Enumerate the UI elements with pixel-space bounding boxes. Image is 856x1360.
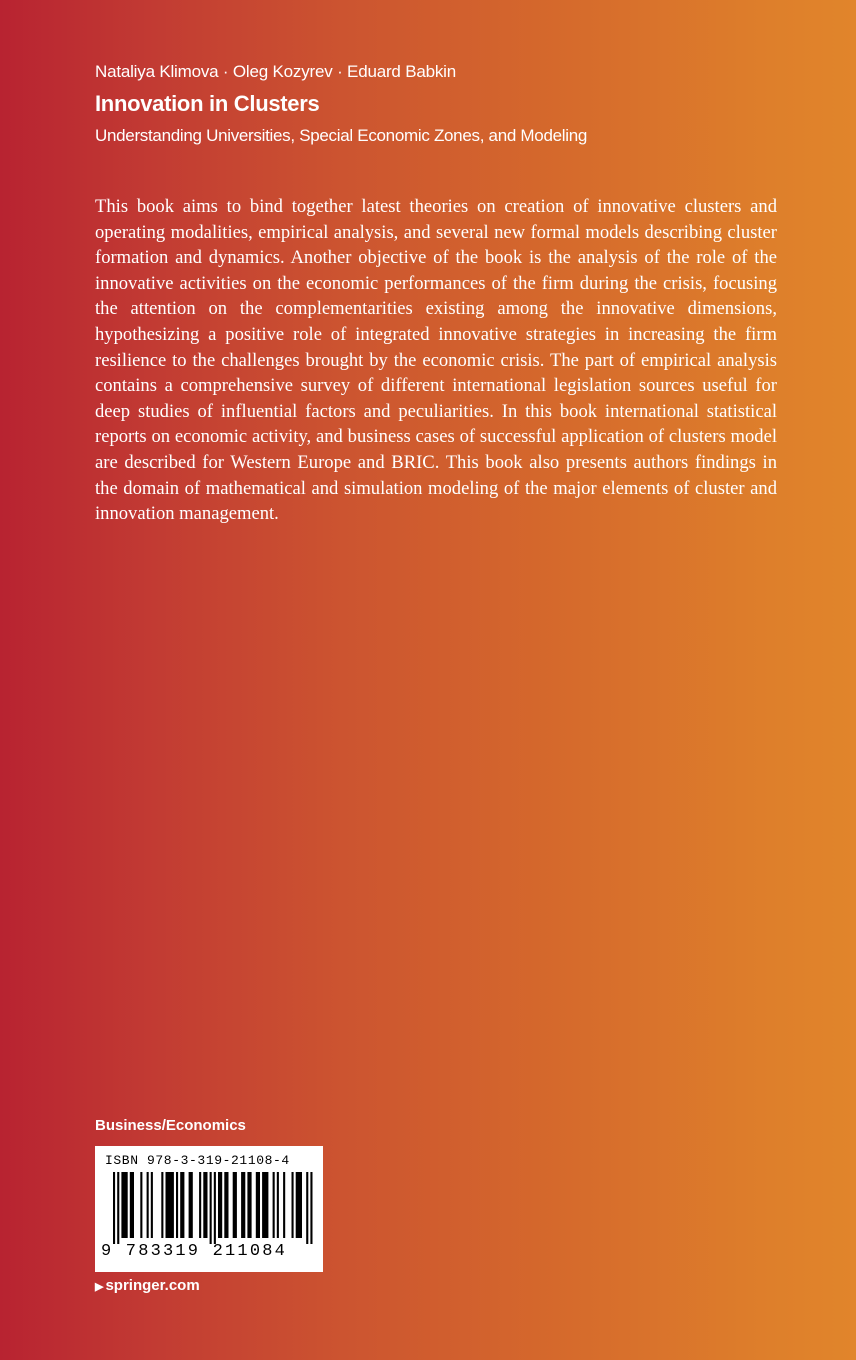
barcode-bar xyxy=(176,1172,178,1238)
barcode-bar xyxy=(310,1172,312,1244)
barcode-bar xyxy=(130,1172,134,1238)
book-title: Innovation in Clusters xyxy=(95,91,320,116)
barcode-bar xyxy=(189,1172,193,1238)
barcode-bar xyxy=(199,1172,201,1238)
authors-line: Nataliya Klimova · Oleg Kozyrev · Eduard Babkin xyxy=(95,62,456,81)
barcode-bar xyxy=(292,1172,294,1238)
barcode-bar xyxy=(233,1172,237,1238)
book-description: This book aims to bind together latest theories on creation of innovative clusters and operating modalities, empirical analysis, and several new formal models describing cluster formation and dynamics. Another objective of the book is the analysis of the role of the innovative activities on the economic performances of the firm during the crisis, focusing the attention on the complementarities existing among the innovative dimensions, hypothesizing a positive role of integrated innovative strategies in increasing the firm resilience to the challenges brought by the economic crisis. The part of empirical analysis contains a comprehensive survey of different international legislation sources useful for deep studies of influential factors and peculiarities. In this book international statistical reports on economic activity, and business cases of successful application of clusters model are described for Western Europe and BRIC. This book also presents authors findings in the domain of mathematical and simulation modeling of the major elements of cluster and innovation management. xyxy=(95,196,777,525)
barcode-bar xyxy=(277,1172,279,1238)
barcode-bar xyxy=(140,1172,142,1238)
barcode-bar xyxy=(306,1172,308,1244)
publisher-link[interactable] xyxy=(95,1277,200,1294)
barcode-icon xyxy=(95,1172,323,1244)
barcode-bar xyxy=(262,1172,268,1238)
barcode-bar xyxy=(113,1172,115,1244)
barcode-bar xyxy=(241,1172,245,1238)
barcode-bar xyxy=(180,1172,184,1238)
barcode-bar xyxy=(147,1172,149,1238)
isbn-label: ISBN 978-3-319-21108-4 xyxy=(105,1153,290,1168)
barcode-bar xyxy=(161,1172,163,1238)
barcode-bar xyxy=(121,1172,127,1238)
barcode-bar xyxy=(247,1172,251,1238)
barcode-bar xyxy=(224,1172,228,1238)
ean-digits: 9 783319 211084 xyxy=(101,1242,288,1261)
isbn-barcode-box xyxy=(95,1146,323,1272)
barcode-bar xyxy=(166,1172,174,1238)
subject-category: Business/Economics xyxy=(95,1117,246,1134)
barcode-bar xyxy=(203,1172,207,1238)
barcode-bar xyxy=(117,1172,119,1244)
barcode-bar xyxy=(256,1172,260,1238)
book-subtitle: Understanding Universities, Special Economic Zones, and Modeling xyxy=(95,126,588,145)
barcode-bar xyxy=(218,1172,222,1238)
barcode-bar xyxy=(151,1172,153,1238)
publisher-url: springer.com xyxy=(105,1277,200,1294)
barcode-bar xyxy=(283,1172,285,1238)
play-arrow-icon: ▶ xyxy=(95,1281,104,1293)
barcode-bar xyxy=(273,1172,275,1238)
barcode-bar xyxy=(214,1172,216,1244)
barcode-bar xyxy=(210,1172,212,1244)
barcode-bar xyxy=(296,1172,302,1238)
